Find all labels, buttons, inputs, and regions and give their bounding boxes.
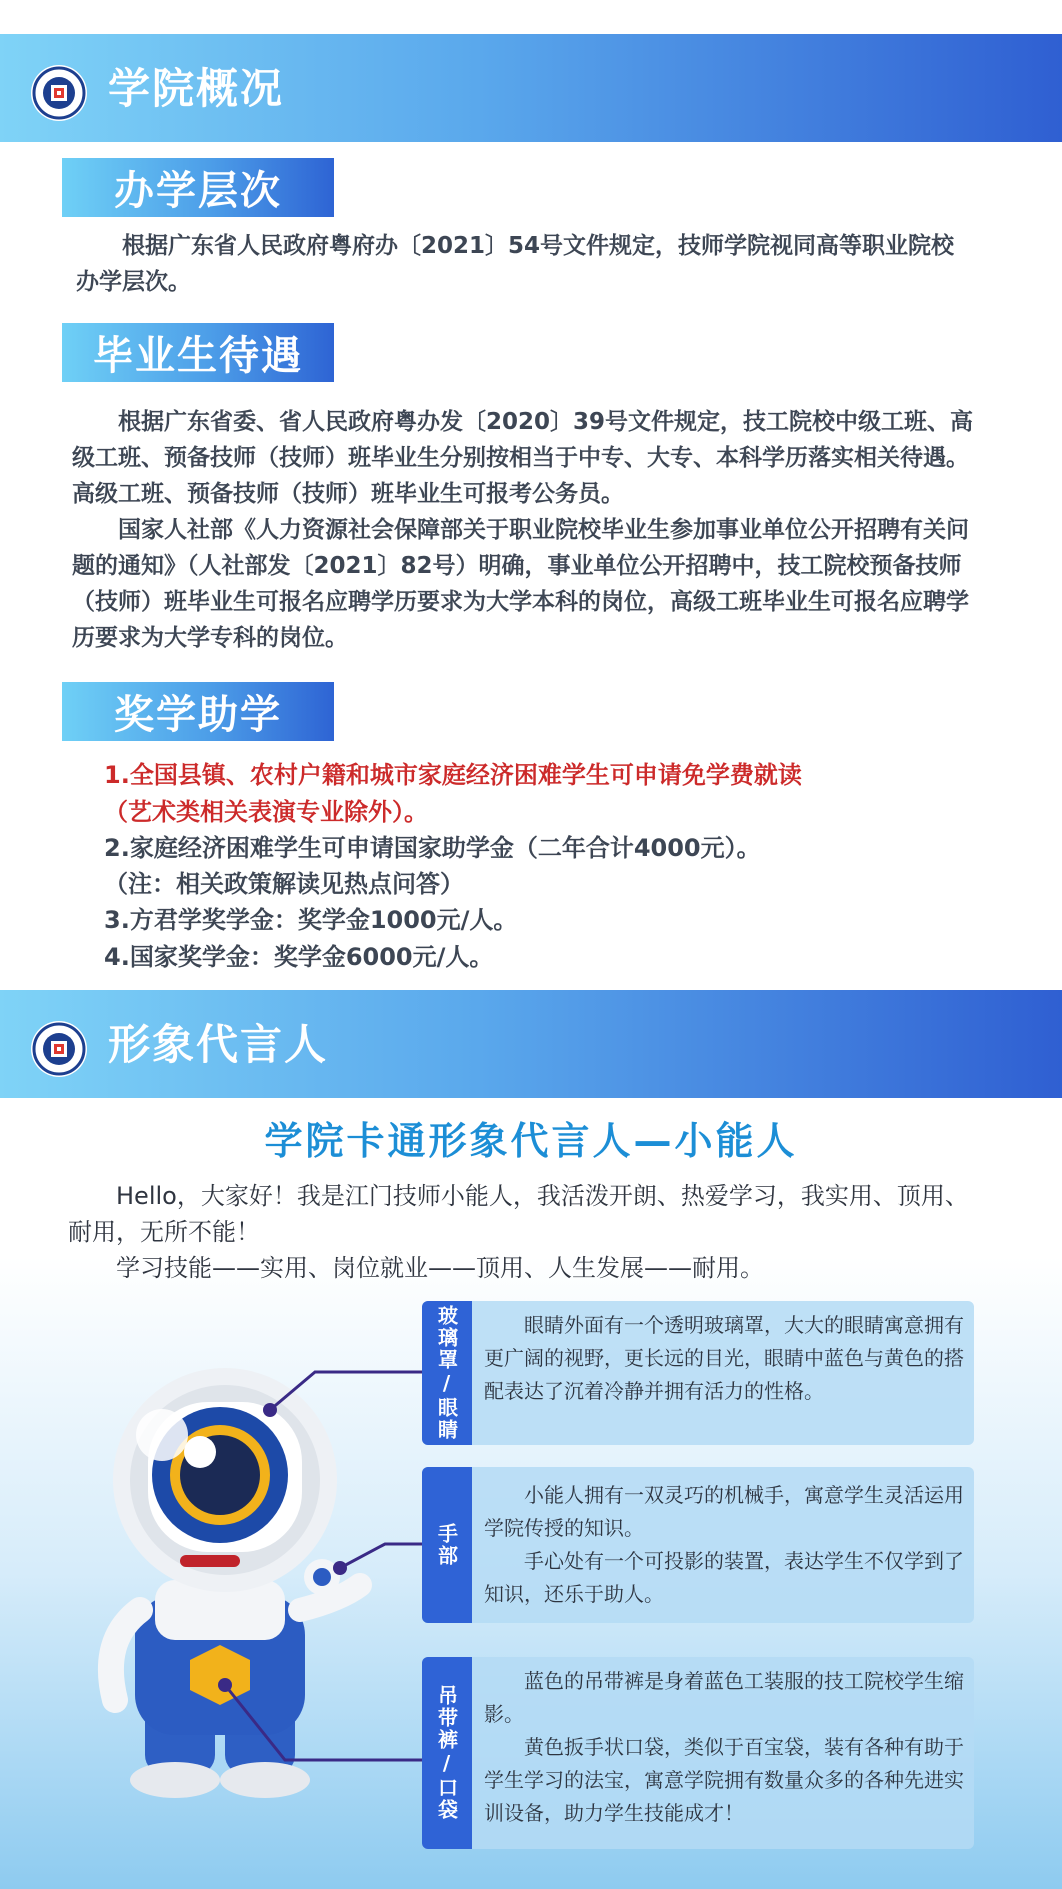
feature-card-overalls bbox=[422, 1657, 974, 1849]
feature-tab: 玻璃罩/眼睛 bbox=[422, 1301, 472, 1445]
feature-paragraph: 黄色扳手状口袋，类似于百宝袋，装有各种有助于学生学习的法宝，寓意学院拥有数量众多的各种先进实训设备，助力学生技能成才！ bbox=[484, 1735, 964, 1825]
graduate-paragraph-1: 根据广东省委、省人民政府粤办发〔2020〕39号文件规定，技工院校中级工班、高级工班、预备技师（技师）班毕业生分别按相当于中专、大专、本科学历落实相关待遇。高级工班、预备技师（技师）班毕业生可报考公务员。 bbox=[72, 409, 974, 507]
feature-text bbox=[484, 1479, 964, 1611]
feature-card-hand bbox=[422, 1467, 974, 1623]
feature-tab: 手部 bbox=[422, 1467, 472, 1623]
level-badge: 办学层次 bbox=[62, 158, 334, 217]
scholarship-item-1: 1.全国县镇、农村户籍和城市家庭经济困难学生可申请免学费就读 bbox=[104, 761, 802, 789]
scholarship-badge: 奖学助学 bbox=[62, 682, 334, 741]
feature-paragraph: 蓝色的吊带裤是身着蓝色工装服的技工院校学生缩影。 bbox=[484, 1669, 964, 1726]
feature-paragraph: 手心处有一个可投影的装置，表达学生不仅学到了知识，还乐于助人。 bbox=[484, 1549, 964, 1606]
section-title: 学院概况 bbox=[108, 64, 285, 113]
scholarship-item-3: 3.方君学奖学金：奖学金1000元/人。 bbox=[104, 906, 518, 934]
feature-text bbox=[484, 1665, 964, 1830]
graduate-badge: 毕业生待遇 bbox=[62, 323, 334, 382]
scholarship-item-4: 4.国家奖学金：奖学金6000元/人。 bbox=[104, 943, 494, 971]
feature-tab: 吊带裤/口袋 bbox=[422, 1657, 472, 1849]
scholarship-item-2: 2.家庭经济困难学生可申请国家助学金（二年合计4000元）。 bbox=[104, 834, 761, 862]
intro-paragraph-2: 学习技能——实用、岗位就业——顶用、人生发展——耐用。 bbox=[116, 1254, 764, 1282]
feature-paragraph: 小能人拥有一双灵巧的机械手，寓意学生灵活运用学院传授的知识。 bbox=[484, 1483, 964, 1540]
spokesperson-title: 学院卡通形象代言人—小能人 bbox=[264, 1119, 798, 1163]
level-paragraph: 根据广东省人民政府粤府办〔2021〕54号文件规定，技师学院视同高等职业院校办学层次。 bbox=[76, 233, 955, 295]
scholarship-item-2-note: （注：相关政策解读见热点问答） bbox=[104, 870, 464, 898]
feature-card-eye bbox=[422, 1301, 974, 1445]
scholarship-item-1-note: （艺术类相关表演专业除外）。 bbox=[104, 798, 428, 826]
feature-text bbox=[484, 1309, 964, 1408]
section-title: 形象代言人 bbox=[108, 1020, 329, 1069]
graduate-paragraph-2: 国家人社部《人力资源社会保障部关于职业院校毕业生参加事业单位公开招聘有关问题的通知》（人社部发〔2021〕82号）明确，事业单位公开招聘中，技工院校预备技师（技师）班毕业生可报名应聘学历要求为大学本科的岗位，高级工班毕业生可报名应聘学历要求为大学专科的岗位。 bbox=[72, 517, 969, 651]
intro-paragraph-1: Hello，大家好！我是江门技师小能人，我活泼开朗、热爱学习，我实用、顶用、耐用，无所不能！ bbox=[68, 1182, 969, 1246]
feature-paragraph: 眼睛外面有一个透明玻璃罩，大大的眼睛寓意拥有更广阔的视野，更长远的目光，眼睛中蓝色与黄色的搭配表达了沉着冷静并拥有活力的性格。 bbox=[484, 1313, 964, 1403]
